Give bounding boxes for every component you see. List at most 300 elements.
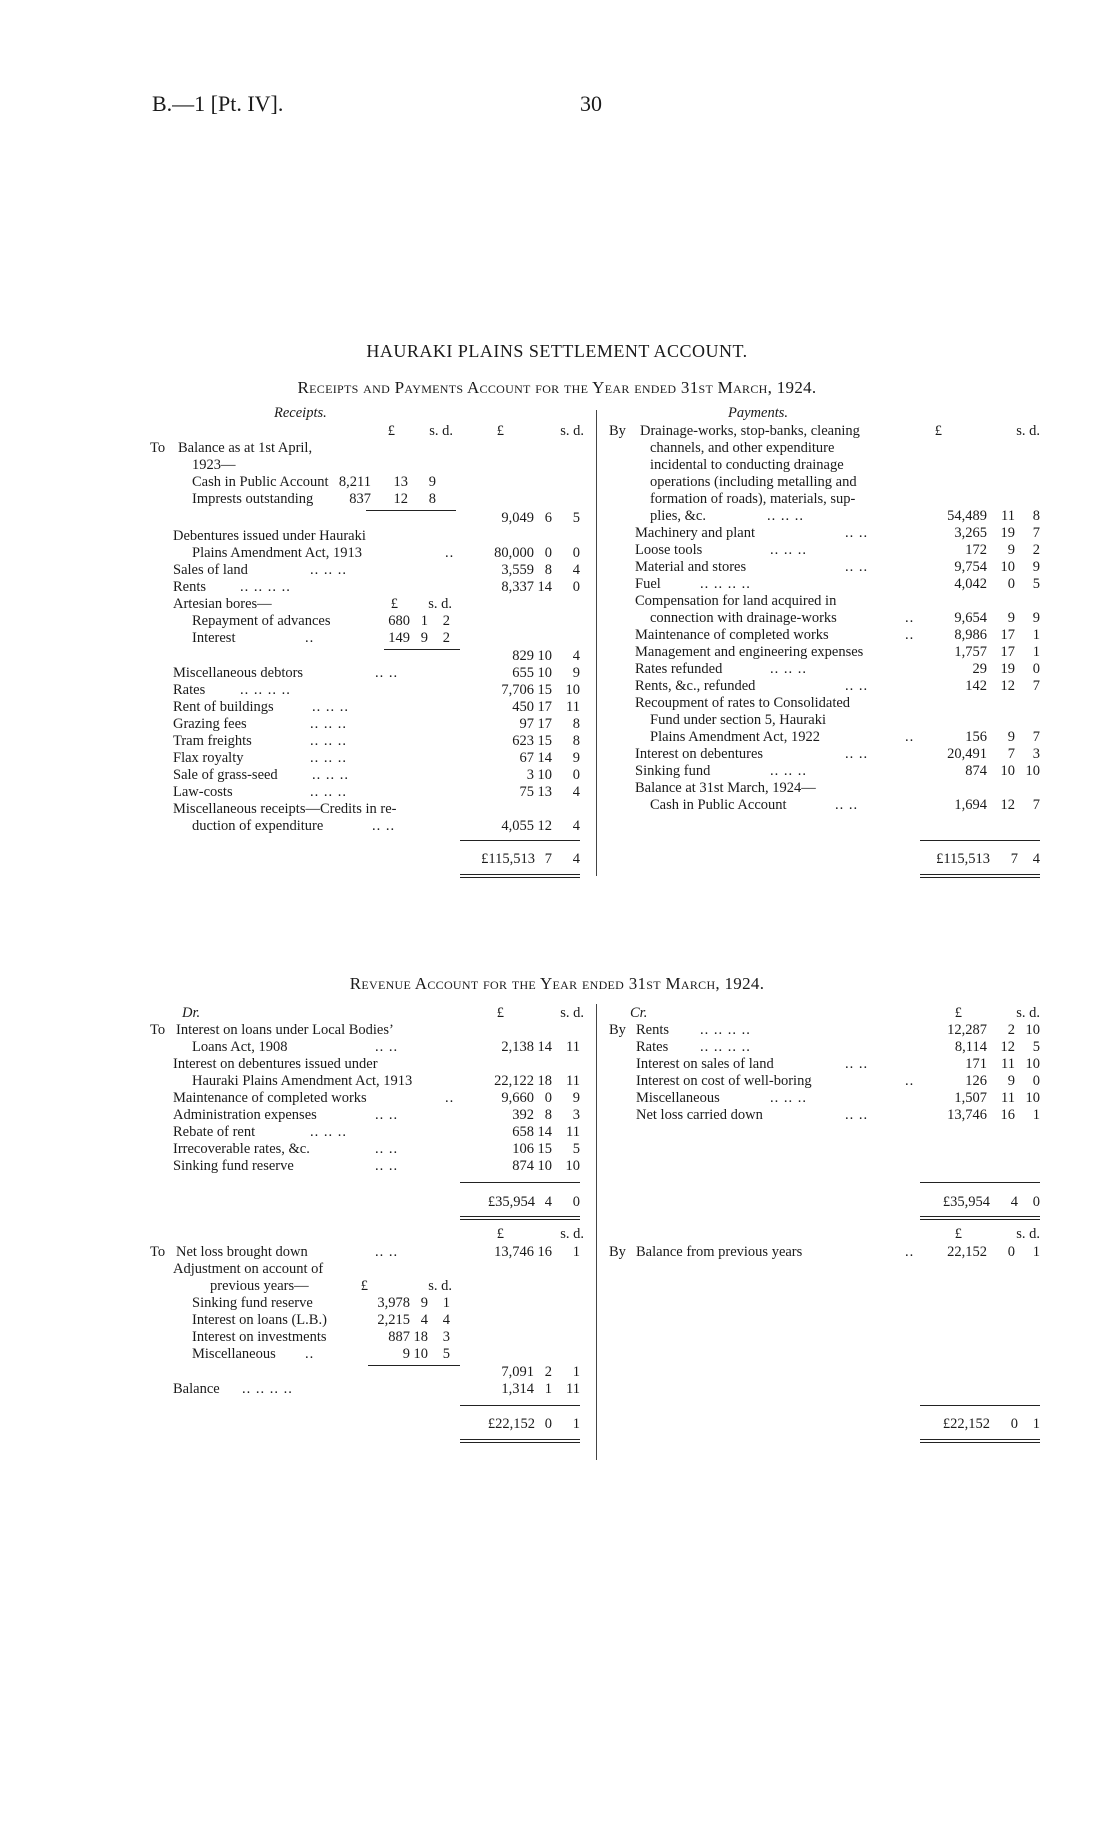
- amount-pence: 2: [1032, 542, 1040, 558]
- payment-machinery: [0, 525, 1114, 542]
- row-prefix: By: [609, 1244, 626, 1260]
- row-label: Sinking fund reserve: [173, 1158, 294, 1174]
- total-rule: [920, 1182, 1040, 1183]
- leader-dots: .. .. ..: [310, 750, 347, 766]
- amount-pence: 5: [1032, 1039, 1040, 1055]
- row-label: Balance: [173, 1381, 220, 1397]
- dr2-balance: [0, 1381, 1114, 1398]
- amount-pounds: 837: [349, 491, 371, 507]
- leader-dots: .. .. .. ..: [242, 1381, 293, 1397]
- row-label: formation of roads), materials, sup-: [650, 491, 856, 507]
- pound-heading: £: [387, 423, 395, 439]
- sd-heading: s. d.: [428, 596, 452, 612]
- leader-dots: .. ..: [845, 678, 869, 694]
- amount-shillings: 14: [537, 579, 552, 595]
- leader-dots: .. ..: [845, 559, 869, 575]
- amount-pounds: 450: [512, 699, 534, 715]
- amount-pounds: 623: [512, 733, 534, 749]
- amount-shillings: 8: [544, 562, 552, 578]
- total-rule: [460, 1405, 580, 1406]
- amount-pounds: 655: [512, 665, 534, 681]
- amount-pounds: 7,706: [501, 682, 534, 698]
- double-rule: [920, 874, 1040, 878]
- amount-shillings: 11: [1001, 508, 1015, 524]
- amount-pounds: £35,954: [487, 1194, 535, 1210]
- page-ref: B.—1 [Pt. IV].: [152, 91, 284, 116]
- row-label: Adjustment on account of: [173, 1261, 324, 1277]
- double-rule: [920, 1216, 1040, 1220]
- amount-pence: 4: [572, 851, 580, 867]
- row-label: Rebate of rent: [173, 1124, 256, 1140]
- amount-pounds: 171: [965, 1056, 987, 1072]
- amount-pence: 5: [572, 1141, 580, 1157]
- row-label: Loans Act, 1908: [192, 1039, 288, 1055]
- amount-pounds: 13,746: [947, 1107, 987, 1123]
- dr2-adjustment: [0, 1261, 1114, 1278]
- cr-col-heading: [0, 1005, 1114, 1022]
- leader-dots: .. ..: [375, 1158, 399, 1174]
- amount-pounds: 8,211: [338, 474, 371, 490]
- row-label: Cash in Public Account: [192, 474, 329, 490]
- row-label: Interest on debentures issued under: [173, 1056, 378, 1072]
- amount-shillings: 0: [1007, 1244, 1015, 1260]
- leader-dots: .. .. .. ..: [240, 682, 291, 698]
- amount-pounds: 1,314: [501, 1381, 534, 1397]
- payment-drainage-amount: [0, 508, 1114, 525]
- amount-pence: 7: [1032, 729, 1040, 745]
- leader-dots: .. .. ..: [312, 767, 349, 783]
- cr2-balance: [0, 1244, 1114, 1261]
- row-label: channels, and other expenditure: [650, 440, 835, 456]
- rev-subtitle: Revenue Account for the Year ended 31st March, 1924.: [349, 974, 765, 993]
- row-label: Rents: [636, 1022, 670, 1038]
- amount-pence: 3: [572, 1107, 580, 1123]
- payment-recoupment: [0, 695, 1114, 712]
- total-rule: [920, 840, 1040, 841]
- dr2-adjustment-total: [0, 1364, 1114, 1381]
- amount-shillings: 0: [544, 545, 552, 561]
- amount-pounds: 8,986: [954, 627, 987, 643]
- leader-dots: .. .. .. ..: [700, 1039, 751, 1055]
- row-label: Management and engineering expenses: [635, 644, 864, 660]
- amount-pounds: 75: [519, 784, 534, 800]
- leader-dots: .. .. ..: [312, 699, 349, 715]
- cr-rents: [0, 1022, 1114, 1039]
- amount-pence: 11: [566, 1381, 580, 1397]
- payment-drainage-5: [0, 491, 1114, 508]
- amount-pence: 5: [572, 510, 580, 526]
- amount-shillings: 0: [544, 1416, 552, 1432]
- amount-shillings: 11: [1001, 1090, 1015, 1106]
- amount-pounds: 3: [526, 767, 534, 783]
- leader-dots: .. .. ..: [770, 1090, 807, 1106]
- pound-heading: £: [934, 423, 942, 439]
- amount-pence: 10: [1025, 1056, 1040, 1072]
- row-prefix: By: [609, 1022, 626, 1038]
- payment-balance: [0, 780, 1114, 797]
- amount-shillings: 15: [537, 733, 552, 749]
- row-label: Interest: [192, 630, 236, 646]
- row-label: Cash in Public Account: [650, 797, 787, 813]
- payment-sinking-fund: [0, 763, 1114, 780]
- row-label: Interest on loans (L.B.): [192, 1312, 327, 1328]
- leader-dots: ..: [305, 630, 315, 646]
- pound-heading: £: [496, 1005, 504, 1021]
- row-label: Plains Amendment Act, 1913: [192, 545, 362, 561]
- amount-pounds: 2,215: [377, 1312, 410, 1328]
- amount-shillings: 2: [544, 1364, 552, 1380]
- row-label: connection with drainage-works: [650, 610, 837, 626]
- amount-pounds: 874: [512, 1158, 534, 1174]
- row-label: Debentures issued under Hauraki: [173, 528, 366, 544]
- amount-pounds: 658: [512, 1124, 534, 1140]
- row-label: Sinking fund: [635, 763, 711, 779]
- amount-pounds: 4,055: [501, 818, 534, 834]
- cr-rates: [0, 1039, 1114, 1056]
- amount-pounds: 874: [965, 763, 987, 779]
- row-label: Grazing fees: [173, 716, 247, 732]
- row-label: Net loss carried down: [636, 1107, 763, 1123]
- row-prefix: By: [609, 423, 626, 439]
- amount-pounds: £115,513: [481, 851, 535, 867]
- row-label: Balance at 31st March, 1924—: [635, 780, 816, 796]
- amount-pence: 4: [572, 648, 580, 664]
- amount-pounds: 9,654: [954, 610, 987, 626]
- row-label: Rates: [173, 682, 206, 698]
- row-label: Rents: [173, 579, 207, 595]
- leader-dots: .. .. .. ..: [240, 579, 291, 595]
- amount-pence: 1: [572, 1244, 580, 1260]
- amount-pence: 4: [572, 562, 580, 578]
- amount-pence: 1: [1032, 1244, 1040, 1260]
- cr-total: [0, 1194, 1114, 1211]
- cr-interest-sales: [0, 1056, 1114, 1073]
- row-label: Sale of grass-seed: [173, 767, 278, 783]
- cr-misc: [0, 1090, 1114, 1107]
- amount-pence: 0: [572, 767, 580, 783]
- amount-shillings: 12: [537, 818, 552, 834]
- amount-pounds: 126: [965, 1073, 987, 1089]
- amount-pence: 1: [1032, 627, 1040, 643]
- row-label: operations (including metalling and: [650, 474, 857, 490]
- amount-shillings: 10: [413, 1346, 428, 1362]
- amount-shillings: 2: [1007, 1022, 1015, 1038]
- leader-dots: .. ..: [845, 1056, 869, 1072]
- amount-pence: 1: [572, 1364, 580, 1380]
- amount-pounds: 67: [519, 750, 534, 766]
- amount-pence: 11: [566, 1073, 580, 1089]
- amount-pence: 9: [1032, 559, 1040, 575]
- amount-pence: 8: [428, 491, 436, 507]
- amount-pence: 10: [565, 1158, 580, 1174]
- amount-shillings: 11: [1001, 1056, 1015, 1072]
- amount-shillings: 10: [537, 1158, 552, 1174]
- amount-pounds: 13,746: [494, 1244, 534, 1260]
- amount-pence: 1: [1032, 1416, 1040, 1432]
- leader-dots: .. .. ..: [770, 542, 807, 558]
- amount-pounds: 392: [512, 1107, 534, 1123]
- amount-pence: 10: [1025, 1090, 1040, 1106]
- amount-pence: 10: [565, 682, 580, 698]
- amount-pounds: 9,754: [954, 559, 987, 575]
- leader-dots: .. ..: [375, 665, 399, 681]
- amount-shillings: 12: [1000, 1039, 1015, 1055]
- sd-heading: s. d.: [560, 1005, 584, 1021]
- amount-pence: 11: [566, 1124, 580, 1140]
- amount-pence: 4: [442, 1312, 450, 1328]
- leader-dots: ..: [905, 1244, 915, 1260]
- amount-shillings: 1: [544, 1381, 552, 1397]
- pound-heading: £: [496, 1226, 504, 1242]
- leader-dots: ..: [905, 610, 915, 626]
- amount-pounds: 1,694: [954, 797, 987, 813]
- amount-pence: 7: [1032, 678, 1040, 694]
- dr-irrecoverable: [0, 1141, 1114, 1158]
- leader-dots: .. ..: [845, 525, 869, 541]
- row-label: Recoupment of rates to Consolidated: [635, 695, 851, 711]
- row-label: Interest on investments: [192, 1329, 327, 1345]
- row-label: Imprests outstanding: [192, 491, 314, 507]
- amount-pounds: 8,114: [954, 1039, 987, 1055]
- row-label: Material and stores: [635, 559, 747, 575]
- cr2-total: [0, 1416, 1114, 1433]
- receipt-misc-amount: [0, 818, 1114, 835]
- amount-shillings: 9: [420, 1295, 428, 1311]
- row-label: Rent of buildings: [173, 699, 274, 715]
- amount-shillings: 0: [1007, 576, 1015, 592]
- amount-shillings: 7: [1007, 746, 1015, 762]
- payment-drainage-4: [0, 474, 1114, 491]
- amount-pence: 1: [1032, 644, 1040, 660]
- double-rule: [460, 1216, 580, 1220]
- row-label: Repayment of advances: [192, 613, 331, 629]
- dr2-interest-loans: [0, 1312, 1114, 1329]
- amount-shillings: 12: [393, 491, 408, 507]
- amount-shillings: 15: [537, 1141, 552, 1157]
- row-label: Maintenance of completed works: [635, 627, 829, 643]
- amount-pounds: 4,042: [954, 576, 987, 592]
- row-label: Administration expenses: [173, 1107, 317, 1123]
- leader-dots: ..: [905, 1073, 915, 1089]
- amount-shillings: 17: [1000, 644, 1015, 660]
- amount-pence: 10: [1025, 763, 1040, 779]
- row-label: plies, &c.: [650, 508, 706, 524]
- amount-shillings: 17: [1000, 627, 1015, 643]
- amount-shillings: 18: [537, 1073, 552, 1089]
- amount-shillings: 14: [537, 750, 552, 766]
- amount-pence: 9: [572, 750, 580, 766]
- amount-shillings: 10: [537, 767, 552, 783]
- amount-pence: 2: [442, 613, 450, 629]
- leader-dots: .. ..: [375, 1244, 399, 1260]
- payment-recoupment-2: [0, 712, 1114, 729]
- leader-dots: .. ..: [835, 797, 859, 813]
- payment-rates-refunded: [0, 661, 1114, 678]
- page-number: 30: [580, 91, 602, 116]
- leader-dots: .. .. ..: [310, 562, 347, 578]
- amount-shillings: 15: [537, 682, 552, 698]
- row-label: Loose tools: [635, 542, 703, 558]
- row-label: Drainage-works, stop-banks, cleaning: [640, 423, 860, 439]
- amount-pence: 8: [1032, 508, 1040, 524]
- amount-pence: 0: [1032, 1073, 1040, 1089]
- amount-shillings: 16: [537, 1244, 552, 1260]
- row-label: Balance as at 1st April,: [178, 440, 313, 456]
- row-label: Irrecoverable rates, &c.: [173, 1141, 310, 1157]
- amount-pence: 0: [572, 579, 580, 595]
- amount-shillings: 13: [537, 784, 552, 800]
- leader-dots: .. ..: [845, 1107, 869, 1123]
- leader-dots: .. .. .. ..: [700, 576, 751, 592]
- sd-heading: s. d.: [1016, 1005, 1040, 1021]
- amount-shillings: 19: [1000, 525, 1015, 541]
- sd-heading: s. d.: [1016, 1226, 1040, 1242]
- amount-pounds: 97: [519, 716, 534, 732]
- amount-pounds: 20,491: [947, 746, 987, 762]
- row-label: Fuel: [635, 576, 661, 592]
- payments-heading: [0, 405, 1114, 422]
- sd-heading: s. d.: [1016, 423, 1040, 439]
- leader-dots: ..: [445, 1090, 455, 1106]
- amount-pounds: 54,489: [947, 508, 987, 524]
- amount-shillings: 4: [544, 1194, 552, 1210]
- row-label: Flax royalty: [173, 750, 244, 766]
- total-rule: [460, 840, 580, 841]
- row-label: Cr.: [630, 1005, 648, 1021]
- amount-pounds: 2,138: [501, 1039, 534, 1055]
- payment-management: [0, 644, 1114, 661]
- amount-shillings: 9: [1007, 610, 1015, 626]
- row-label: Rates: [636, 1039, 669, 1055]
- cr-interest-well: [0, 1073, 1114, 1090]
- amount-shillings: 6: [544, 510, 552, 526]
- amount-pounds: 172: [965, 542, 987, 558]
- amount-pence: 9: [572, 1090, 580, 1106]
- amount-shillings: 14: [537, 1124, 552, 1140]
- amount-pounds: 887: [388, 1329, 410, 1345]
- amount-shillings: 13: [393, 474, 408, 490]
- amount-pence: 4: [572, 784, 580, 800]
- amount-pence: 0: [1032, 1194, 1040, 1210]
- leader-dots: ..: [305, 1346, 315, 1362]
- amount-shillings: 10: [537, 648, 552, 664]
- dr-rebate: [0, 1124, 1114, 1141]
- amount-pounds: 142: [965, 678, 987, 694]
- amount-pence: 3: [1032, 746, 1040, 762]
- row-label: Payments.: [728, 405, 788, 421]
- sd-heading: s. d.: [429, 423, 453, 439]
- amount-pounds: 106: [512, 1141, 534, 1157]
- amount-shillings: 12: [1000, 797, 1015, 813]
- amount-shillings: 18: [413, 1329, 428, 1345]
- amount-pounds: 22,152: [947, 1244, 987, 1260]
- sd-heading: s. d.: [428, 1278, 452, 1294]
- amount-pounds: 80,000: [494, 545, 534, 561]
- amount-pounds: 3,978: [377, 1295, 410, 1311]
- amount-shillings: 9: [1007, 729, 1015, 745]
- dr2-sub-heading: [0, 1278, 1114, 1295]
- row-label: Compensation for land acquired in: [635, 593, 837, 609]
- payment-maintenance: [0, 627, 1114, 644]
- leader-dots: .. .. ..: [767, 508, 804, 524]
- double-rule: [460, 874, 580, 878]
- row-label: Miscellaneous debtors: [173, 665, 304, 681]
- amount-pence: 0: [572, 1194, 580, 1210]
- amount-pounds: £22,152: [942, 1416, 990, 1432]
- amount-pounds: 1,507: [954, 1090, 987, 1106]
- amount-shillings: 10: [1000, 763, 1015, 779]
- amount-shillings: 10: [537, 665, 552, 681]
- amount-shillings: 19: [1000, 661, 1015, 677]
- payment-rents-refunded: [0, 678, 1114, 695]
- row-label: incidental to conducting drainage: [650, 457, 844, 473]
- payment-fuel: [0, 576, 1114, 593]
- amount-pence: 1: [572, 1416, 580, 1432]
- row-prefix: To: [150, 1022, 166, 1038]
- pound-heading: £: [954, 1005, 962, 1021]
- amount-pounds: 12,287: [947, 1022, 987, 1038]
- amount-pence: 0: [572, 545, 580, 561]
- sd-heading: s. d.: [560, 423, 584, 439]
- amount-shillings: 14: [537, 1039, 552, 1055]
- amount-pence: 3: [442, 1329, 450, 1345]
- row-label: Rents, &c., refunded: [635, 678, 756, 694]
- amount-pence: 7: [1032, 525, 1040, 541]
- row-label: Balance from previous years: [636, 1244, 803, 1260]
- amount-pence: 4: [1032, 851, 1040, 867]
- row-label: Hauraki Plains Amendment Act, 1913: [192, 1073, 413, 1089]
- amount-shillings: 10: [1000, 559, 1015, 575]
- amount-pounds: 1,757: [954, 644, 987, 660]
- pound-heading: £: [360, 1278, 368, 1294]
- sd-heading: s. d.: [560, 1226, 584, 1242]
- leader-dots: .. .. .. ..: [700, 1022, 751, 1038]
- amount-pounds: 9,049: [501, 510, 534, 526]
- payment-compensation-amount: [0, 610, 1114, 627]
- row-label: Interest on cost of well-boring: [636, 1073, 812, 1089]
- amount-shillings: 0: [544, 1090, 552, 1106]
- amount-pence: 10: [1025, 1022, 1040, 1038]
- row-label: Rates refunded: [635, 661, 723, 677]
- row-label: Dr.: [182, 1005, 201, 1021]
- amount-pence: 1: [442, 1295, 450, 1311]
- double-rule: [920, 1439, 1040, 1443]
- amount-pence: 2: [442, 630, 450, 646]
- amount-pence: 9: [428, 474, 436, 490]
- row-label: Miscellaneous receipts—Credits in re-: [173, 801, 397, 817]
- cr-net-loss: [0, 1107, 1114, 1124]
- amount-pence: 9: [572, 665, 580, 681]
- total-rule: [460, 1182, 580, 1183]
- dr2-interest-investments: [0, 1329, 1114, 1346]
- cr2-col-heading: [0, 1226, 1114, 1243]
- amount-shillings: 4: [420, 1312, 428, 1328]
- row-label: Law-costs: [173, 784, 233, 800]
- row-label: Tram freights: [173, 733, 252, 749]
- leader-dots: .. ..: [372, 818, 396, 834]
- amount-pence: 8: [572, 733, 580, 749]
- leader-dots: .. ..: [375, 1039, 399, 1055]
- amount-pence: 5: [1032, 576, 1040, 592]
- rp-subtitle: Receipts and Payments Account for the Year ended 31st March, 1924.: [297, 378, 817, 397]
- row-label: duction of expenditure: [192, 818, 324, 834]
- row-prefix: To: [150, 440, 166, 456]
- page-title: HAURAKI PLAINS SETTLEMENT ACCOUNT.: [366, 341, 748, 361]
- amount-shillings: 17: [537, 716, 552, 732]
- payment-interest-debentures: [0, 746, 1114, 763]
- amount-pounds: 149: [388, 630, 410, 646]
- payment-tools: [0, 542, 1114, 559]
